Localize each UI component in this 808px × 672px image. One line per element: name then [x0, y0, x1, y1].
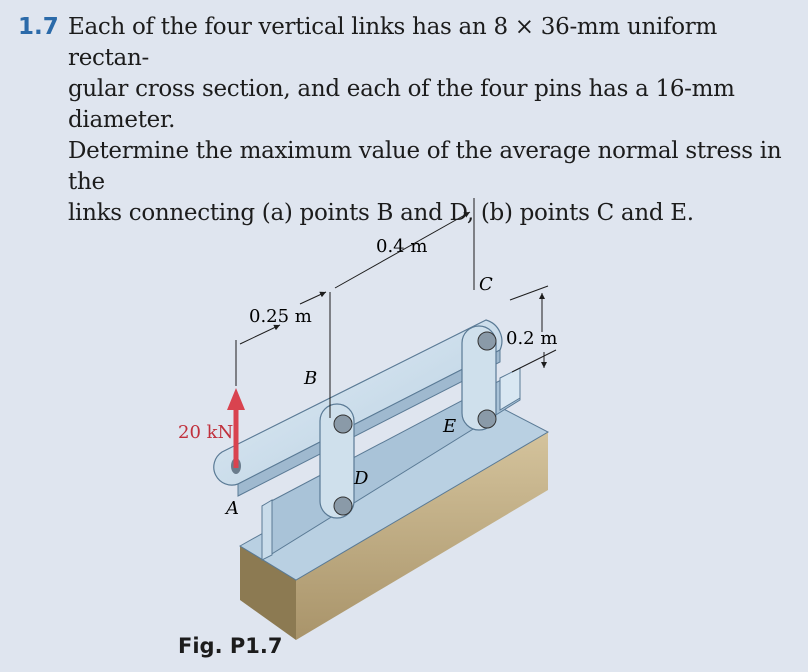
dimension-label-0-25: 0.25 m: [249, 306, 312, 327]
link-ce: [462, 326, 496, 430]
problem-number: 1.7: [18, 14, 59, 40]
link-bd: [320, 404, 354, 518]
point-label-a: A: [226, 498, 239, 519]
load-label: 20 kN: [178, 422, 234, 443]
pin-c: [478, 332, 496, 350]
pin-e: [478, 410, 496, 428]
pin-b: [334, 415, 352, 433]
problem-text: Each of the four vertical links has an 8 × 36-mm uniform rectan- gular cross section, and each of the four pins has a 16-mm diameter. Determine the maximum value of the average normal stress in the links connecting (a) points B and D, (b) points C and E.: [68, 14, 782, 226]
point-label-b: B: [304, 368, 318, 389]
dimension-label-0-4: 0.4 m: [376, 236, 428, 257]
pin-d: [334, 497, 352, 515]
dimension-label-0-2: 0.2 m: [506, 328, 558, 349]
figure-caption: Fig. P1.7: [178, 634, 283, 658]
point-label-e: E: [443, 416, 457, 437]
point-label-c: C: [479, 274, 493, 295]
point-label-d: D: [354, 468, 369, 489]
